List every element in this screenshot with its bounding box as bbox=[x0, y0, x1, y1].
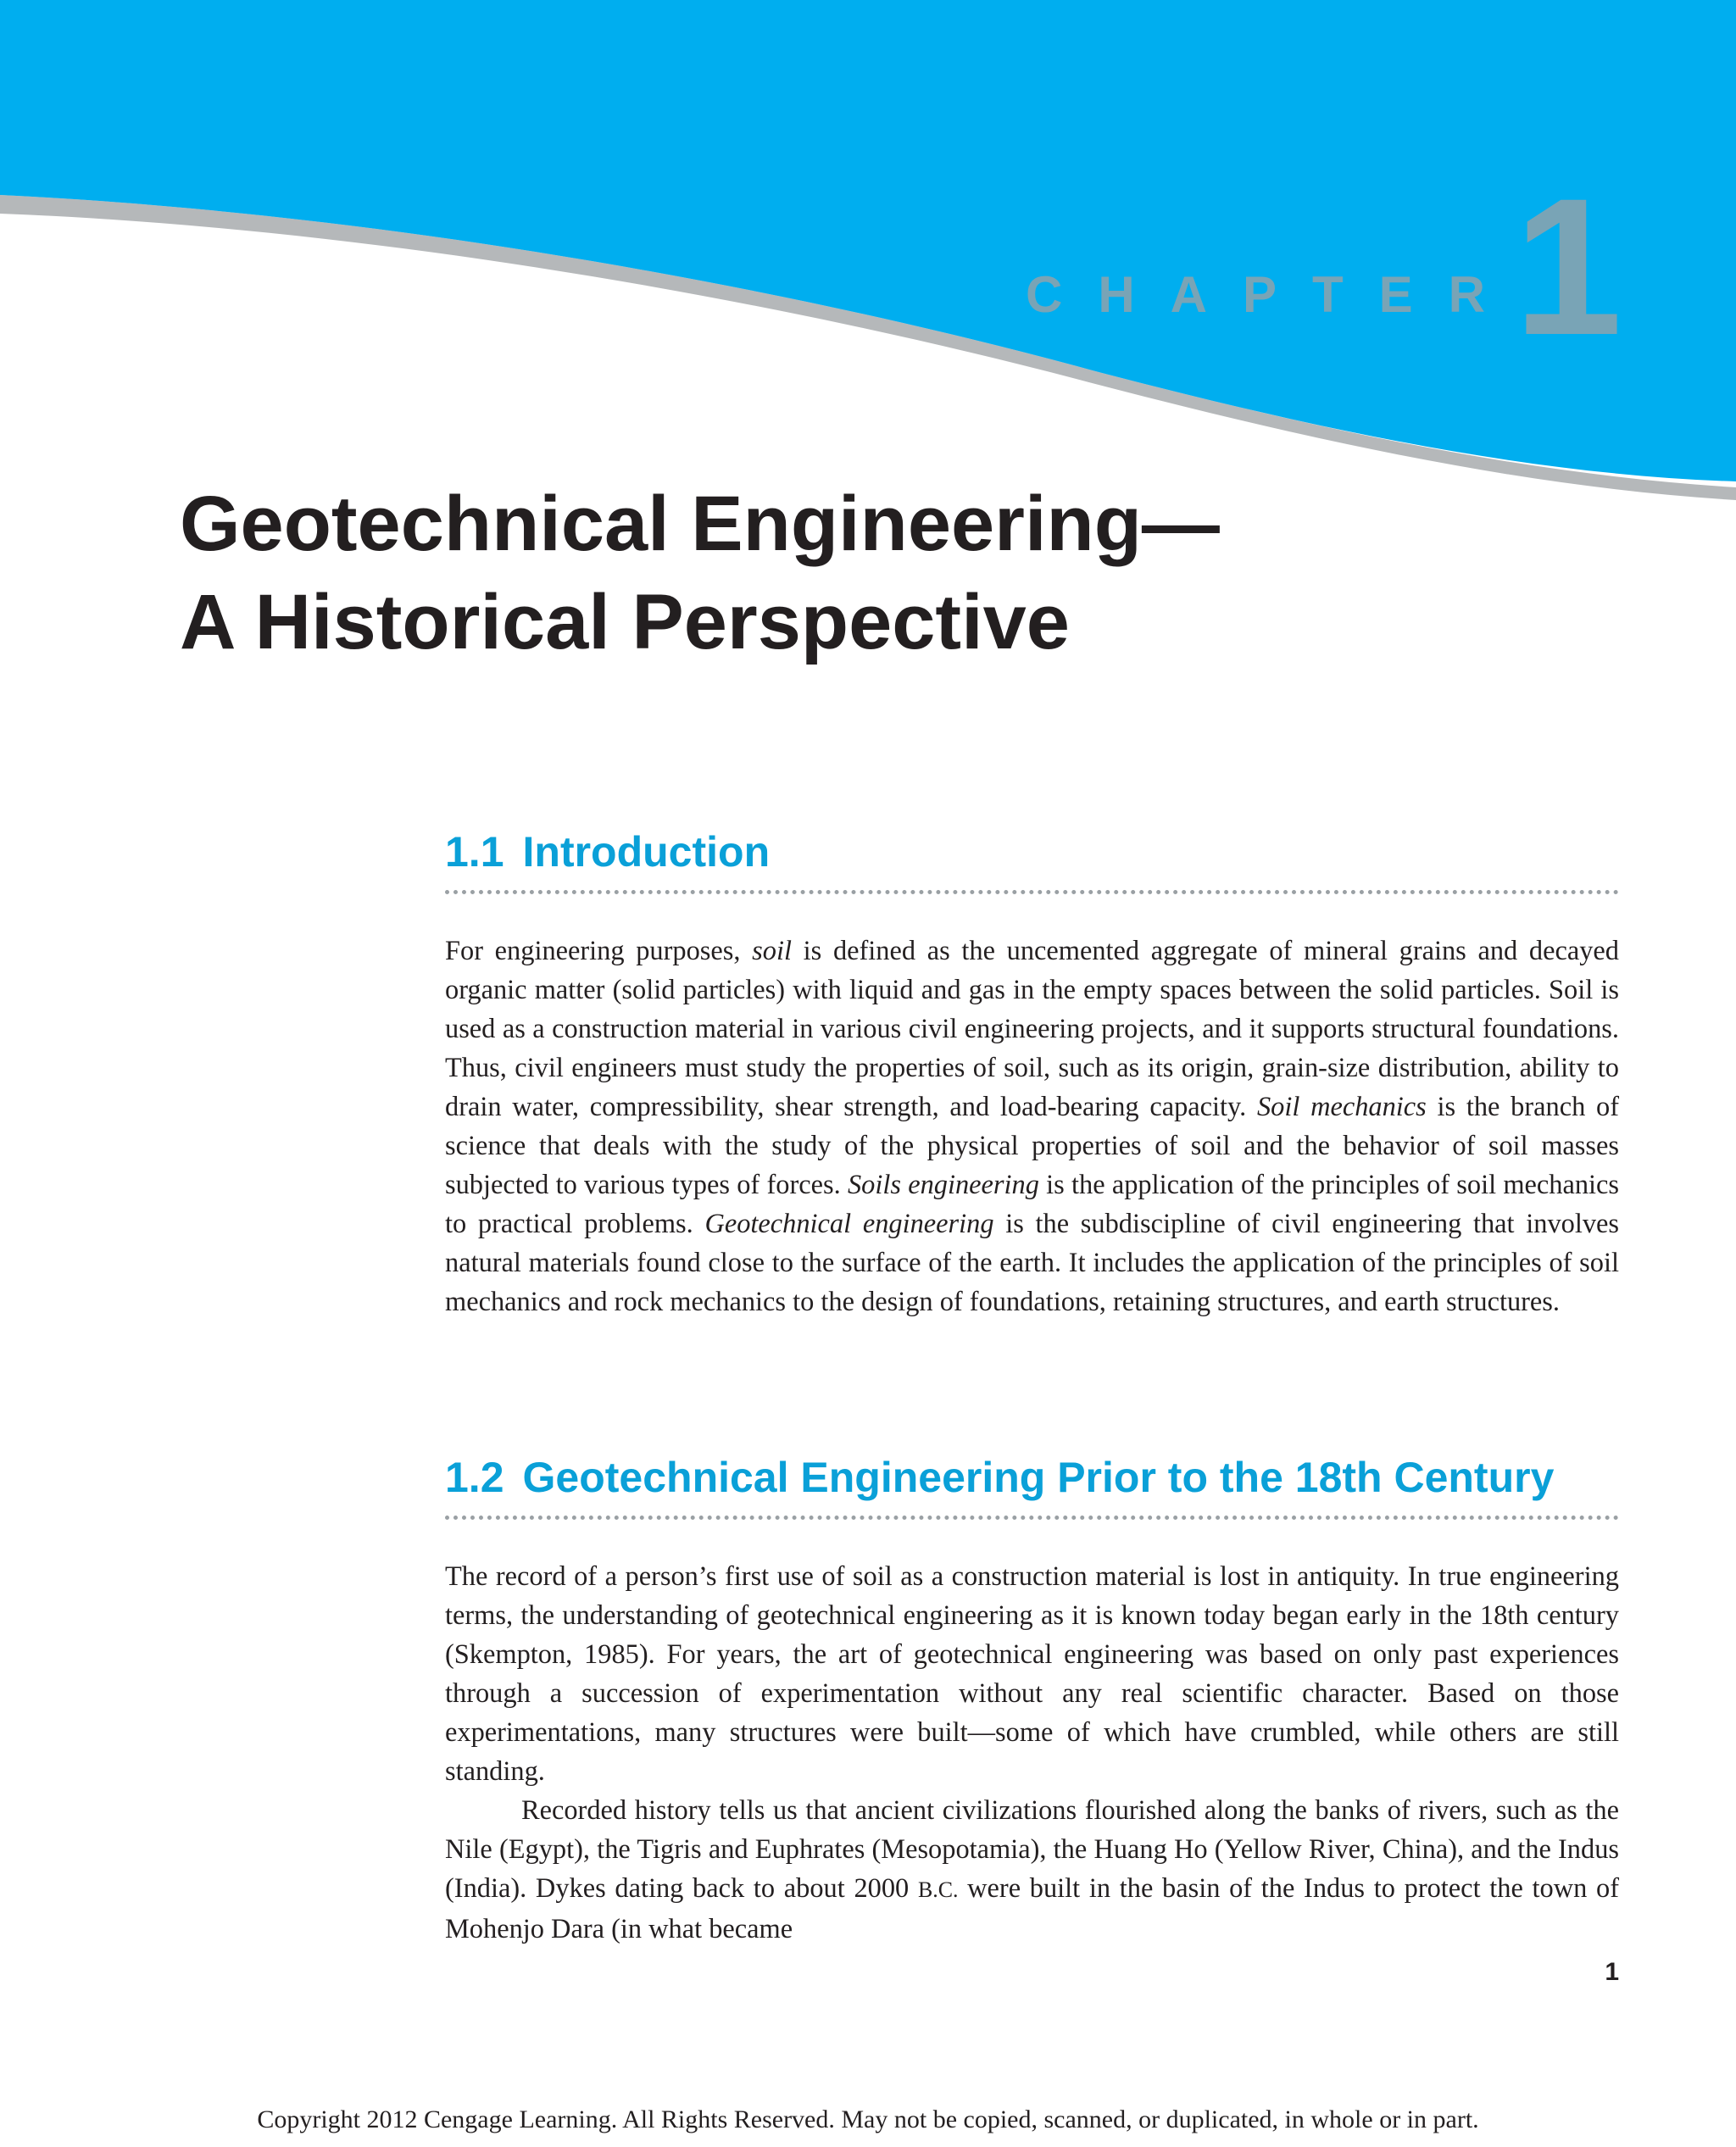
section-title: Introduction bbox=[522, 828, 771, 876]
text-run: is the branch of science that deals with the study of the physical properties of soil and the behavior of soil masses subjected to various types of forces. bbox=[445, 1092, 1619, 1200]
text-run: is the subdiscipline of civil engineering that involves natural materials found close to the surface of the earth. It includes the application of the principles of soil mechanics and rock mechanics to the design of foundations, retaining structures, and earth structures. bbox=[445, 1209, 1620, 1317]
chapter-title-line1: Geotechnical Engineering— bbox=[180, 481, 1220, 567]
italic-term: Soil mechanics bbox=[1256, 1092, 1427, 1122]
text-run: The record of a person’s first use of soil as a construction material is lost in antiquity. In true engineering terms, the understanding of geotechnical engineering as it is known today began early in the 18th century (Skempton, 1985). For years, the art of geotechnical engineering was based on only past experiences through a succession of experimentation without any real scientific character. Based on those experimentations, many structures were built—some of which have crumbled, while others are still standing. bbox=[445, 1561, 1619, 1787]
copyright-notice: Copyright 2012 Cengage Learning. All Rights Reserved. May not be copied, scanned, or duplicated, in whole or in part. bbox=[257, 2105, 1479, 2133]
text-run: were built in the basin of the Indus to protect the town of Mohenjo Dara (in what became bbox=[445, 1873, 1619, 1944]
chapter-title-line2: A Historical Perspective bbox=[180, 579, 1070, 665]
section-number: 1.1 bbox=[445, 828, 504, 876]
paragraph bbox=[445, 932, 1619, 1321]
italic-term: soil bbox=[752, 936, 792, 966]
dotted-rule bbox=[445, 1516, 1619, 1520]
section-title: Geotechnical Engineering Prior to the 18th Century bbox=[522, 1454, 1555, 1501]
section-heading bbox=[445, 828, 1619, 876]
text-run: Recorded history tells us that ancient civilizations flourished along the banks of rivers, such as the Nile (Egypt), the Tigris and Euphrates (Mesopotamia), the Huang Ho (Yellow River, China), and the Indus (India). Dykes dating back to about 2000 bbox=[445, 1795, 1619, 1904]
section-number: 1.2 bbox=[445, 1454, 504, 1501]
text-run: is the application of the principles of soil mechanics to practical problems. bbox=[445, 1170, 1620, 1239]
blue-wave-band bbox=[0, 0, 1736, 481]
chapter-number: 1 bbox=[1514, 158, 1622, 375]
chapter-title bbox=[180, 475, 1451, 671]
section-prior-18th-century bbox=[445, 1456, 1619, 1949]
chapter-banner bbox=[0, 0, 1736, 509]
section-introduction bbox=[445, 828, 1620, 1321]
small-caps-text: B.C. bbox=[917, 1877, 959, 1902]
paragraph bbox=[445, 1791, 1619, 1949]
text-run: For engineering purposes, bbox=[445, 936, 753, 966]
page-number: 1 bbox=[1605, 1958, 1619, 1986]
chapter-label: CHAPTER bbox=[1026, 266, 1522, 323]
italic-term: Soils engineering bbox=[847, 1170, 1039, 1200]
text-run: is defined as the uncemented aggregate of mineral grains and decayed organic matter (solid particles) with liquid and gas in the empty spaces between the solid particles. Soil is used as a construction material in various civil engineering projects, and it supports structural foundations. Thus, civil engineers must study the properties of soil, such as its origin, grain-size distribution, ability to drain water, compressibility, shear strength, and load-bearing capacity. bbox=[445, 936, 1619, 1122]
section-body bbox=[445, 1557, 1619, 1949]
section-heading bbox=[445, 1456, 1619, 1499]
paragraph bbox=[445, 1557, 1619, 1791]
italic-term: Geotechnical engineering bbox=[704, 1209, 994, 1239]
section-body bbox=[445, 932, 1619, 1321]
dotted-rule bbox=[445, 890, 1619, 894]
